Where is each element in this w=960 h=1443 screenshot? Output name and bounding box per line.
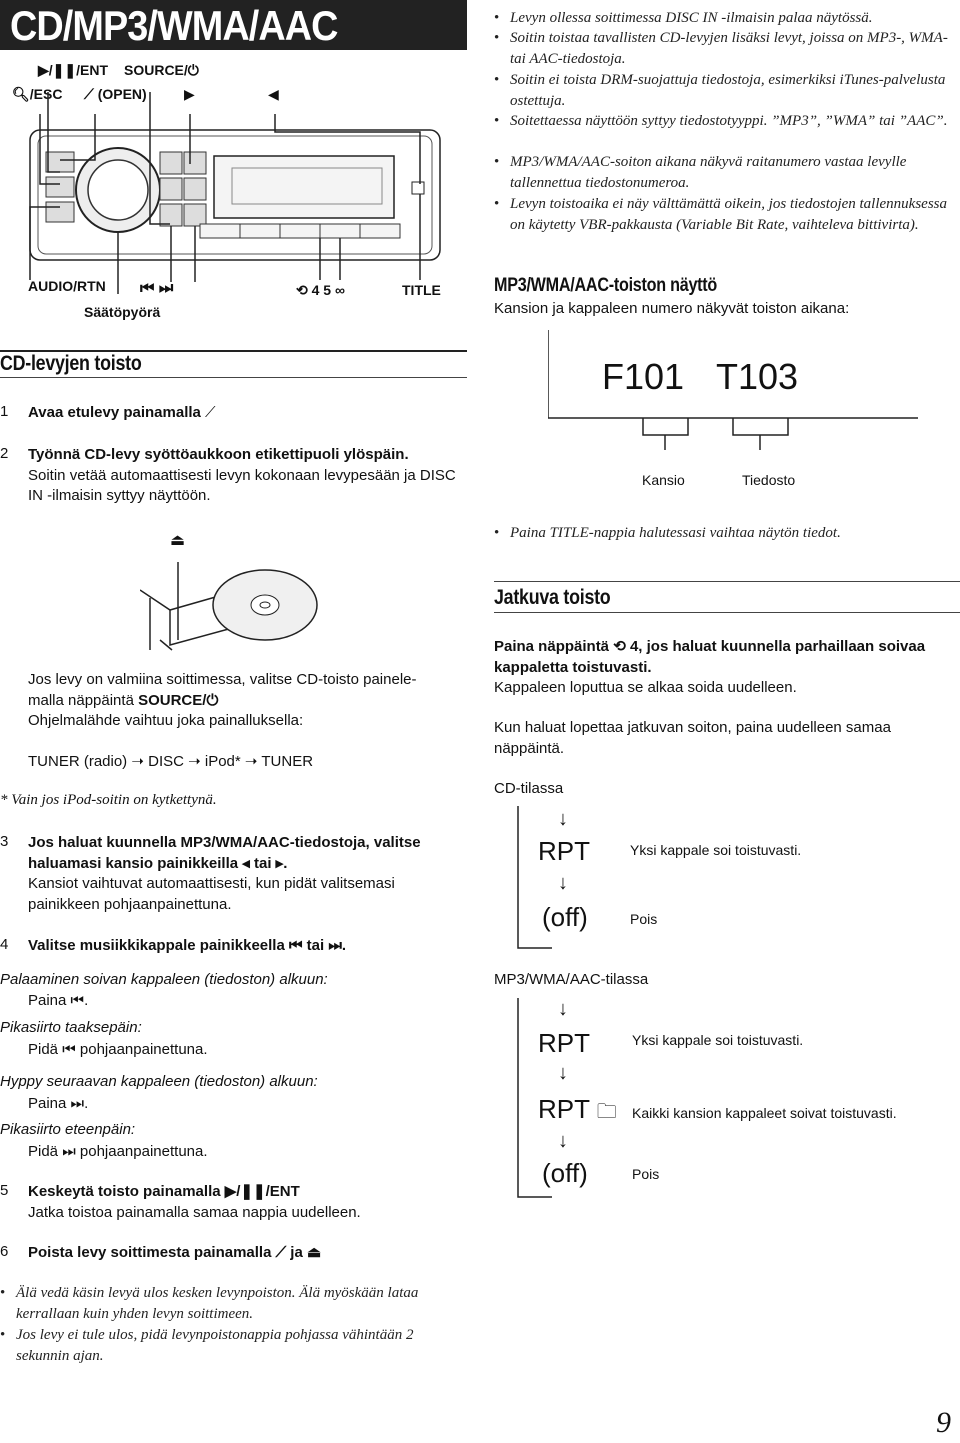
page-title: CD/MP3/WMA/AAC [10,2,338,49]
mp3-off: (off) [542,1158,588,1188]
play-pause-icon: ▶/❚❚ [224,1183,266,1200]
saatopyora-label: Säätöpyörä [84,304,161,320]
mp3-rpt-folder-desc: Kaikki kansion kappaleet soivat toistuvasti. [632,1105,897,1121]
sub1-title: Palaaminen soivan kappaleen (tiedoston) alkuun: [0,971,328,988]
arrow-left-icon: ◀ [268,86,279,102]
mp3-rpt-desc: Yksi kappale soi toistuvasti. [632,1032,804,1048]
title-button-label: TITLE [402,282,441,298]
prev-icon: ⏮ [288,937,303,954]
next-icon: ⏭ [62,1143,76,1160]
list-item: • Jos levy ei tule ulos, pidä levynpoistonappia pohjassa vähintään 2 sekunnin ajan. [0,1327,414,1364]
step1-text: Avaa etulevy painamalla ⟋ [28,404,216,421]
step6-text: Poista levy soittimesta painamalla ⟋ ja ⏏ [28,1244,322,1261]
cd-section-heading: CD-levyjen toisto [0,352,142,375]
track-code: T103 [716,356,799,397]
down-arrow-icon: ↓ [558,1130,568,1152]
prev-icon: ⏮ [70,992,85,1009]
list-item: • Älä vedä käsin levyä ulos kesken levynpoiston. Älä myöskään lataa kerrallaan kuin yhden levyn soittimeen. [0,1285,419,1322]
arrow-right-icon: ▶ [184,86,195,102]
folder-icon: 🗀 [596,1101,617,1123]
repeat-intro: Paina näppäintä ⟲ 4, jos haluat kuunnella parhaillaan soivaa kappaletta toistuvasti. Kappaleen loputtua se alkaa soida uudelleen. [494,638,926,696]
sub2-text: Pidä ⏮ pohjaanpainettuna. [28,1041,208,1058]
step-number: 3 [0,833,9,850]
step-number: 6 [0,1243,9,1260]
cd-rpt: RPT [538,836,590,866]
divider [494,612,960,613]
prev-icon: ⏮ [62,1041,76,1058]
audio-rtn-label: AUDIO/RTN [28,278,106,294]
mp3-mode-label: MP3/WMA/AAC-tilassa [494,971,649,988]
step2-text: Työnnä CD-levy syöttöaukkoon etikettipuoli ylöspäin. Soitin vetää automaattisesti levyn kokonaan levypesään ja DISC IN -ilmaisin syttyy näyttöön. [28,446,456,504]
sub4-text: Pidä ⏭ pohjaanpainettuna. [28,1143,208,1160]
down-arrow-icon: ↓ [558,998,568,1020]
source-label: SOURCE/⏻ [124,62,199,78]
cd-off-desc: Pois [630,911,658,927]
play-pause-label: ▶/❚❚/ENT [38,62,109,78]
footnote: * Vain jos iPod-soitin on kytkettynä. [0,792,217,808]
cd-off: (off) [542,902,588,932]
next-icon: ⏭ [70,1095,85,1112]
page-number: 9 [936,1406,951,1439]
arrow-icon: ➝ [244,753,258,770]
section-title-bar [0,0,467,50]
preset-45-label: ⟲ 4 5 ∞ [296,282,345,298]
next-icon: ⏭ [328,937,342,954]
power-icon: ⏻ [206,691,219,709]
repeat-section-heading: Jatkuva toisto [494,586,611,609]
play-pause-icon: ▶/❚❚ [38,62,77,78]
file-label: Tiedosto [742,472,796,488]
sub3-title: Hyppy seuraavan kappaleen (tiedoston) alkuun: [0,1073,318,1090]
folder-label: Kansio [642,472,685,488]
ready-text: Jos levy on valmiina soittimessa, valitse CD-toisto painele- malla näppäintä SOURCE/⏻ Ohjelmalähde vaihtuu joka painalluksella: [28,671,417,729]
arrow-icon: ➝ [188,753,201,770]
step-number: 2 [0,445,9,462]
eject-icon: ⏏ [306,1244,322,1261]
open-label: ⟋ (OPEN) [84,86,147,102]
eject-icon: ⏏ [170,532,186,549]
title-note: • Paina TITLE-nappia halutessasi vaihtaa näytön tiedot. [494,525,841,541]
open-icon: ⟋ [84,86,98,102]
top-bullet-list: • Levyn ollessa soittimessa DISC IN -ilmaisin palaa näytössä. • Soitin toistaa tavallisten CD-levyjen lisäksi levyt, joissa on MP3-, WMA- tai AAC-tiedostoja. • Soitin ei toista DRM-suojattuja tiedostoja, esimerkiksi iTunes-palvelusta ostettuja. • Soitettaessa näyttöön syttyy tiedostotyyppi. ”MP3”, ”WMA” tai ”AAC”. • MP3/WMA/AAC-soiton aikana näkyvä raitanumero vastaa levylle tallennettua tiedostonumeroa. • Levyn toistoaika ei näy välttämättä oikein, jos tiedostojen tallennuksessa on käytetty VBR-pakkausta (Variable Bit Rate, vaihteleva bittivirta). [494,10,948,233]
right-triangle-icon: ▸ [275,854,284,872]
prev-next-icons: ⏮ ⏭ [140,280,174,297]
mp3-display-intro: Kansion ja kappaleen numero näkyvät toiston aikana: [494,300,850,317]
down-arrow-icon: ↓ [558,808,568,830]
open-icon: ⟋ [275,1244,287,1261]
source-chain: TUNER (radio) ➝ DISC ➝ iPod* ➝ TUNER [28,753,314,770]
sub3-text: Paina ⏭. [28,1095,89,1112]
step-number: 1 [0,403,9,420]
sub1-text: Paina ⏮. [28,992,89,1009]
cd-rpt-desc: Yksi kappale soi toistuvasti. [630,842,802,858]
sub4-title: Pikasiirto eteenpäin: [0,1121,136,1138]
step4-text: Valitse musiikkikappale painikkeella ⏮ tai ⏭. [28,937,347,954]
repeat-stop-text: Kun haluat lopettaa jatkuvan soiton, paina uudelleen samaa näppäintä. [494,719,891,757]
folder-code: F101 [602,356,685,397]
arrow-icon: ➝ [131,753,144,770]
cd-mode-label: CD-tilassa [494,780,564,797]
folder-link-icon: ∞ [334,282,345,298]
down-arrow-icon: ↓ [558,872,568,894]
divider [0,377,467,378]
left-triangle-icon: ◂ [242,854,250,872]
search-icon: 🔍︎ [12,86,30,102]
disc-insert-drawing [140,550,340,660]
mp3-rpt-folder: RPT 🗀 [538,1094,617,1124]
device-illustration [0,52,470,332]
repeat-icon: ⟲ [613,638,626,655]
repeat-icon: ⟲ [296,282,308,298]
esc-label: 🔍︎/ESC [12,86,63,102]
divider [494,581,960,582]
mp3-off-desc: Pois [632,1166,660,1182]
step5-text: Keskeytä toisto painamalla ▶/❚❚/ENT Jatka toistoa painamalla samaa nappia uudelleen. [28,1183,361,1221]
mp3-rpt: RPT [538,1028,590,1058]
down-arrow-icon: ↓ [558,1062,568,1084]
sub2-title: Pikasiirto taaksepäin: [0,1019,142,1036]
open-icon: ⟋ [205,404,216,421]
step-number: 4 [0,936,9,953]
power-icon: ⏻ [187,62,199,78]
mp3-display-heading: MP3/WMA/AAC-toiston näyttö [494,275,718,296]
step-number: 5 [0,1182,9,1199]
step3-text: Jos haluat kuunnella MP3/WMA/AAC-tiedostoja, valitse haluamasi kansio painikkeilla ◂ tai ▸. Kansiot vaihtuvat automaattisesti, kun pidät valitsemasi painikkeen pohjaanpainettuna. [28,834,421,913]
